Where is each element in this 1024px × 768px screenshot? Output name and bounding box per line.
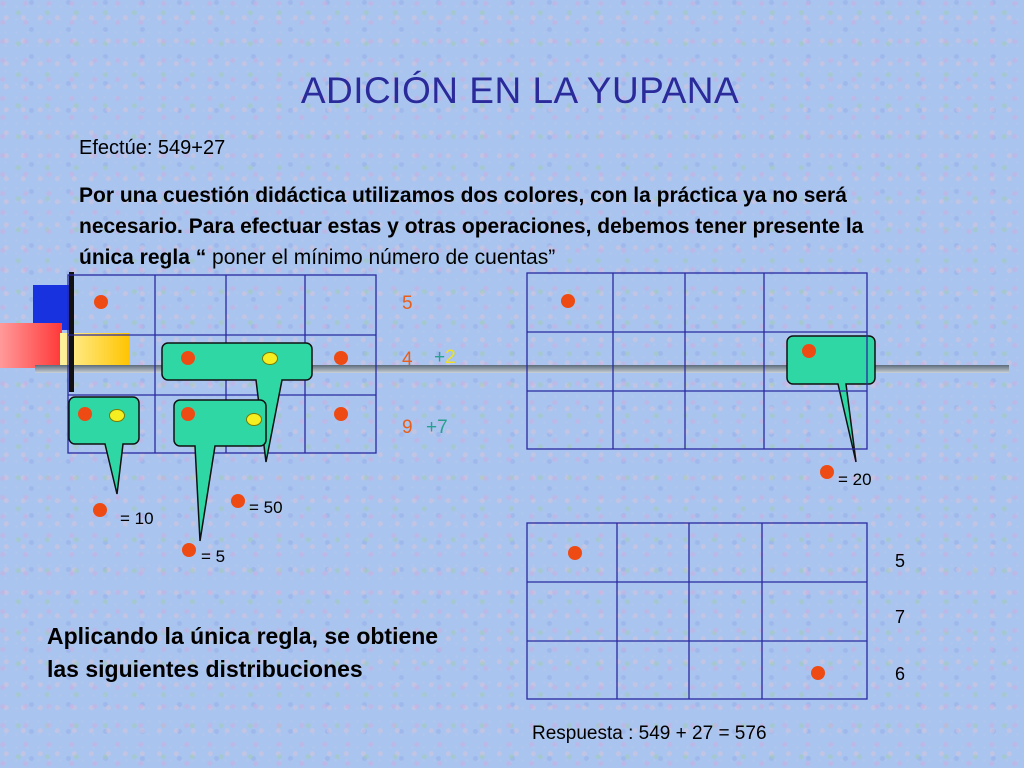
legend-value: = 50 — [249, 498, 283, 517]
addition-digit: 7 — [437, 417, 448, 438]
yellow-bead-icon — [246, 413, 262, 426]
red-bead-icon — [78, 407, 92, 421]
red-bead-icon — [561, 294, 575, 308]
red-bead-icon — [94, 295, 108, 309]
legend-value: = 5 — [201, 547, 226, 566]
middle-yupana-grid — [527, 273, 869, 451]
red-bead-icon — [811, 666, 825, 680]
addition-term — [434, 347, 456, 369]
result-row-value: 7 — [895, 607, 906, 627]
page-title: ADICIÓN EN LA YUPANA — [300, 70, 740, 111]
explanation-bold: Por una cuestión didáctica utilizamos dos colores, con la práctica ya no será necesario. Para efectuar estas y otras operaciones, debemos tener presente la única regla “ — [79, 184, 864, 269]
conclusion-text: Aplicando la única regla, se obtiene las siguientes distribuciones — [47, 623, 439, 682]
yellow-bead-icon — [262, 352, 278, 365]
red-bead-icon — [334, 407, 348, 421]
legend-value: = 20 — [838, 470, 872, 489]
answer-text: Respuesta : 549 + 27 = 576 — [532, 723, 767, 744]
row-value: 4 — [402, 349, 413, 370]
red-bead-icon — [568, 546, 582, 560]
red-bead-icon — [334, 351, 348, 365]
row-value: 9 — [402, 417, 413, 438]
red-bead-icon — [181, 351, 195, 365]
addition-digit: 2 — [445, 347, 456, 368]
red-bead-icon — [820, 465, 834, 479]
red-bead-icon — [231, 494, 245, 508]
red-bead-icon — [93, 503, 107, 517]
result-row-value: 5 — [895, 551, 906, 571]
addition-term — [426, 417, 448, 439]
yellow-bead-icon — [109, 409, 125, 422]
result-row-value: 6 — [895, 664, 906, 684]
instruction: Efectúe: 549+27 — [79, 137, 226, 159]
red-bead-icon — [802, 344, 816, 358]
plus-sign: + — [434, 347, 446, 368]
legend-value: = 10 — [120, 509, 154, 528]
red-bead-icon — [182, 543, 196, 557]
explanation-rule: poner el mínimo número de cuentas” — [206, 246, 556, 269]
row-value: 5 — [402, 293, 413, 314]
red-bead-icon — [181, 407, 195, 421]
plus-sign: + — [426, 417, 438, 438]
